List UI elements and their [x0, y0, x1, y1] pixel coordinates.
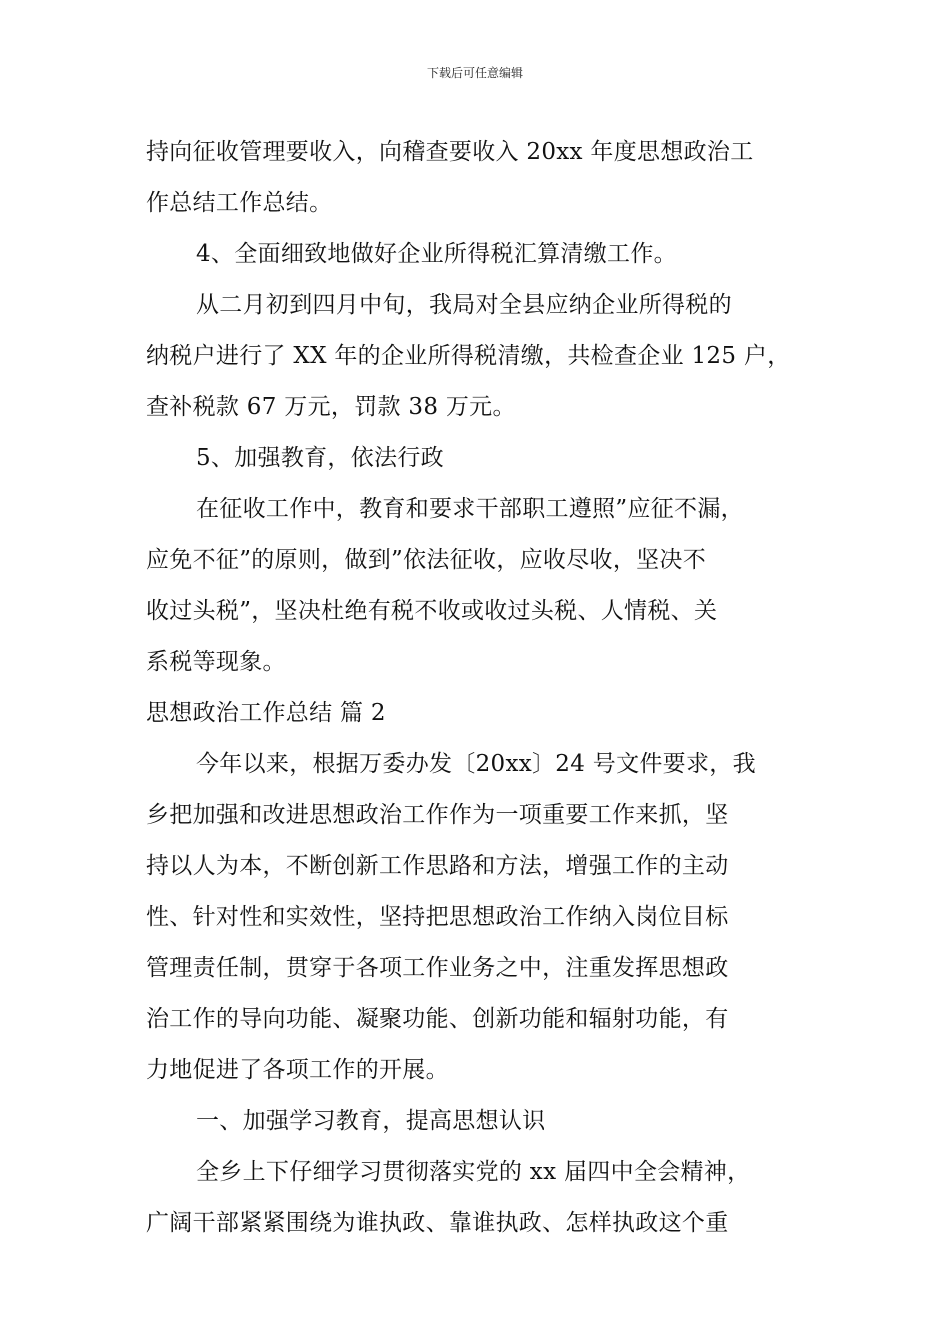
text-line: 广阔干部紧紧围绕为谁执政、靠谁执政、怎样执政这个重	[146, 1210, 729, 1236]
text-line: 全乡上下仔细学习贯彻落实党的 xx 届四中全会精神，	[196, 1159, 751, 1185]
text-line: 纳税户进行了 XX 年的企业所得税清缴，共检查企业 125 户，	[146, 343, 791, 369]
text-line: 今年以来，根据万委办发〔20xx〕24 号文件要求，我	[196, 751, 756, 777]
text-line: 力地促进了各项工作的开展。	[146, 1057, 449, 1083]
text-line: 从二月初到四月中旬，我局对全县应纳企业所得税的	[196, 292, 732, 318]
text-line: 查补税款 67 万元，罚款 38 万元。	[146, 394, 516, 420]
text-line: 乡把加强和改进思想政治工作作为一项重要工作来抓，坚	[146, 802, 729, 828]
page-header: 下载后可任意编辑	[426, 66, 523, 80]
section-heading: 思想政治工作总结 篇 2	[146, 700, 386, 726]
text-line: 持向征收管理要收入，向稽查要收入 20xx 年度思想政治工	[146, 139, 754, 165]
text-line: 收过头税”，坚决杜绝有税不收或收过头税、人情税、关	[146, 598, 718, 624]
text-line: 治工作的导向功能、凝聚功能、创新功能和辐射功能，有	[146, 1006, 729, 1032]
text-line: 性、针对性和实效性，坚持把思想政治工作纳入岗位目标	[146, 904, 729, 930]
text-line: 作总结工作总结。	[146, 190, 333, 216]
text-line: 系税等现象。	[146, 649, 286, 675]
subheading-line: 一、加强学习教育，提高思想认识	[196, 1108, 546, 1134]
document-body	[146, 130, 826, 1252]
text-line: 持以人为本，不断创新工作思路和方法，增强工作的主动	[146, 853, 729, 879]
text-line: 管理责任制，贯穿于各项工作业务之中，注重发挥思想政	[146, 955, 729, 981]
text-line: 在征收工作中，教育和要求干部职工遵照”应征不漏，	[196, 496, 744, 522]
text-line: 5、加强教育，依法行政	[196, 445, 444, 471]
text-line: 应免不征”的原则，做到”依法征收，应收尽收，坚决不	[146, 547, 707, 573]
text-line: 4、全面细致地做好企业所得税汇算清缴工作。	[196, 241, 677, 267]
